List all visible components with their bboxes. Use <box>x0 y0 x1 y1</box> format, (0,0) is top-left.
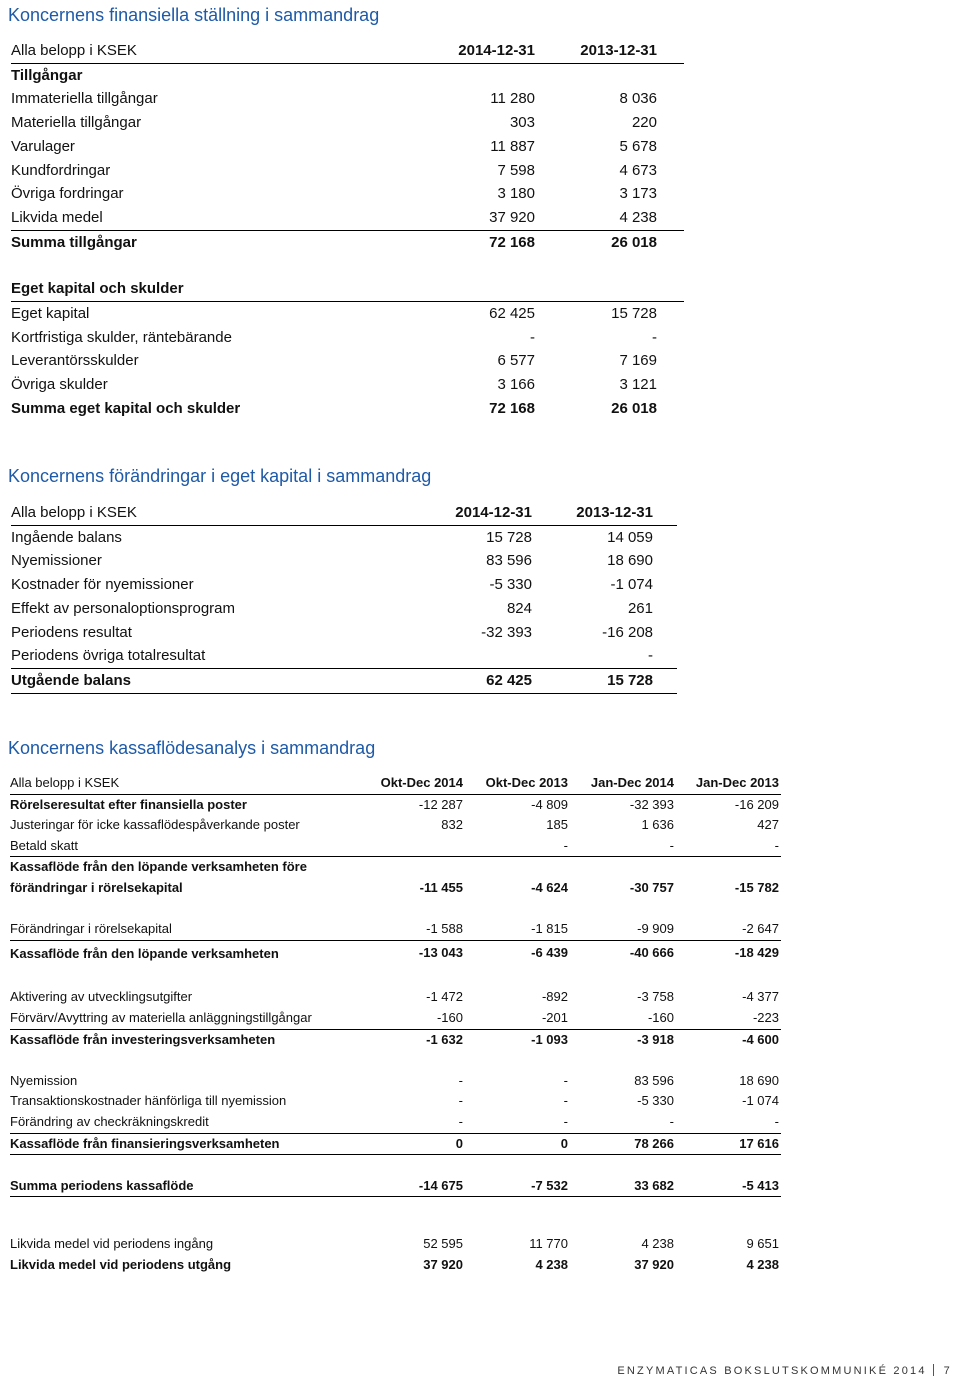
table-row: Förvärv/Avyttring av materiella anläggningstillgångar -160 -201 -160 -223 <box>10 1008 781 1029</box>
col-header: 2014-12-31 <box>413 39 535 63</box>
col-header: Okt-Dec 2014 <box>358 773 463 794</box>
table-row: Betald skatt - - - <box>10 836 781 857</box>
table-row: Förändringar i rörelsekapital -1 588 -1 815 -9 909 -2 647 <box>10 919 781 940</box>
page-number: 7 <box>943 1365 952 1377</box>
subtotal-row: Kassaflöde från investeringsverksamheten -1 632 -1 093 -3 918 -4 600 <box>10 1031 779 1047</box>
table-row: Förändring av checkräkningskredit - - - - <box>10 1112 781 1133</box>
table-row: Eget kapital 62 425 15 728 <box>11 305 657 323</box>
table-row: Ingående balans 15 728 14 059 <box>11 528 653 546</box>
table-row: Justeringar för icke kassaflödespåverkande poster 832 185 1 636 427 <box>10 817 779 833</box>
equity-changes-table <box>11 501 677 694</box>
table-row: Likvida medel vid periodens ingång 52 595 11 770 4 238 9 651 <box>10 1236 779 1252</box>
col-header: 2013-12-31 <box>532 501 653 525</box>
table-row: Leverantörsskulder 6 577 7 169 <box>11 352 657 370</box>
balance-title: Koncernens finansiella ställning i sammandrag <box>8 5 380 25</box>
table-row: Likvida medel 37 920 4 238 <box>11 206 684 230</box>
total-row: Summa periodens kassaflöde -14 675 -7 532 33 682 -5 413 <box>10 1176 781 1197</box>
table-row: Kostnader för nyemissioner -5 330 -1 074 <box>11 576 653 594</box>
table-row: Likvida medel vid periodens utgång 37 920 4 238 37 920 4 238 <box>10 1256 779 1272</box>
subtotal-row: förändringar i rörelsekapital -11 455 -4 624 -30 757 -15 782 <box>10 879 779 895</box>
total-row: Summa tillgångar 72 168 26 018 <box>11 233 657 251</box>
col-header: Jan-Dec 2014 <box>568 773 674 794</box>
footer-separator <box>933 1364 934 1376</box>
table-row: Immateriella tillgångar 11 280 8 036 <box>11 90 657 108</box>
table-row: Övriga fordringar 3 180 3 173 <box>11 185 657 203</box>
unit-label: Alla belopp i KSEK <box>11 39 413 63</box>
table-row: Kassaflöde från den löpande verksamheten före <box>10 859 307 875</box>
equity-changes-title: Koncernens förändringar i eget kapital i sammandrag <box>8 466 432 486</box>
table-header <box>10 773 781 794</box>
report-name: ENZYMATICAS BOKSLUTSKOMMUNIKÉ 2014 <box>617 1365 927 1377</box>
table-row: Nyemission - - 83 596 18 690 <box>10 1072 779 1088</box>
table-row: Kundfordringar 7 598 4 673 <box>11 161 657 179</box>
section-heading: Tillgångar <box>11 66 83 84</box>
col-header: 2014-12-31 <box>411 501 532 525</box>
table-row: Kortfristiga skulder, räntebärande - - <box>11 328 657 346</box>
table-row: Periodens resultat -32 393 -16 208 <box>11 623 653 641</box>
table-row: Övriga skulder 3 166 3 121 <box>11 376 657 394</box>
subtotal-row: Kassaflöde från den löpande verksamheten -13 043 -6 439 -40 666 -18 429 <box>10 945 779 961</box>
col-header: 2013-12-31 <box>535 39 657 63</box>
page-footer <box>617 1364 952 1377</box>
cashflow-table <box>10 773 781 1275</box>
cashflow-title: Koncernens kassaflödesanalys i sammandrag <box>8 738 376 758</box>
total-row: Utgående balans 62 425 15 728 <box>11 668 677 693</box>
table-row: Varulager 11 887 5 678 <box>11 137 657 155</box>
section-heading: Eget kapital och skulder <box>11 277 684 301</box>
table-row: Periodens övriga totalresultat - <box>11 644 677 668</box>
subtotal-row: Kassaflöde från finansieringsverksamheten 0 0 78 266 17 616 <box>10 1133 781 1155</box>
balance-table <box>11 39 684 421</box>
unit-label: Alla belopp i KSEK <box>10 773 358 794</box>
table-row: Rörelseresultat efter finansiella poster -12 287 -4 809 -32 393 -16 209 <box>10 796 779 812</box>
table-row: Effekt av personaloptionsprogram 824 261 <box>11 599 653 617</box>
table-row: Aktivering av utvecklingsutgifter -1 472 -892 -3 758 -4 377 <box>10 989 779 1005</box>
table-row: Transaktionskostnader hänförliga till nyemission - - -5 330 -1 074 <box>10 1093 779 1109</box>
col-header: Okt-Dec 2013 <box>463 773 568 794</box>
table-row: Materiella tillgångar 303 220 <box>11 114 657 132</box>
total-row: Summa eget kapital och skulder 72 168 26 018 <box>11 399 657 417</box>
table-header <box>11 501 677 525</box>
table-header <box>11 39 684 63</box>
table-row: Nyemissioner 83 596 18 690 <box>11 552 653 570</box>
col-header: Jan-Dec 2013 <box>674 773 779 794</box>
unit-label: Alla belopp i KSEK <box>11 501 411 525</box>
